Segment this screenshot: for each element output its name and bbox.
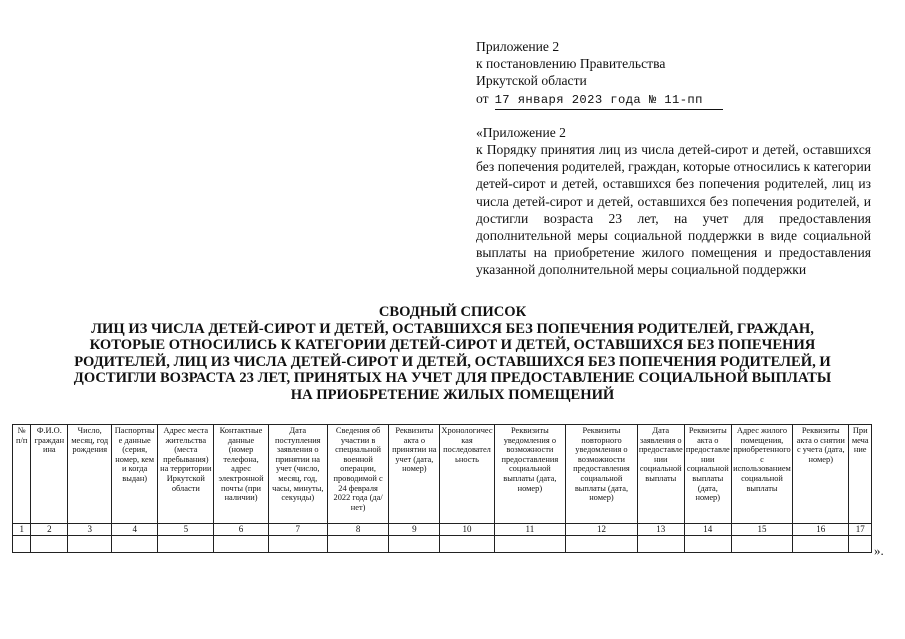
column-number: 1 — [13, 524, 31, 536]
title-line-2: ЛИЦ ИЗ ЧИСЛА ДЕТЕЙ-СИРОТ И ДЕТЕЙ, ОСТАВШИХСЯ БЕЗ ПОПЕЧЕНИЯ РОДИТЕЛЕЙ, ГРАЖДАН, — [91, 320, 814, 337]
empty-cell — [793, 536, 849, 553]
column-number: 2 — [31, 524, 68, 536]
column-number: 8 — [327, 524, 388, 536]
procedure-description: к Порядку принятия лиц из числа детей-сирот и детей, оставшихся без попечения родителей, граждан, которые относились к категории детей-сирот и детей, оставшихся без попечения родителей, лиц из числа детей-сирот и детей, оставшихся без попечения родителей, и достигли возраста 23 лет, на учет для предоставления дополнительной меры социальной поддержки в виде социальной выплаты на приобретение жилого помещения и предоставления указанной дополнительной меры социальной поддержки — [476, 142, 871, 278]
column-number: 13 — [637, 524, 684, 536]
column-header: Примечание — [849, 425, 872, 524]
empty-data-row — [13, 536, 872, 553]
title-line-5: ДОСТИГЛИ ВОЗРАСТА 23 ЛЕТ, ПРИНЯТЫХ НА УЧЕТ ДЛЯ ПРЕДОСТАВЛЕНИЕ СОЦИАЛЬНОЙ ВЫПЛАТЫ — [73, 370, 832, 387]
empty-cell — [684, 536, 731, 553]
appendix-header — [476, 38, 871, 279]
column-number: 9 — [389, 524, 440, 536]
decree-date-number: 17 января 2023 года № 11-пп — [495, 92, 723, 110]
column-number: 17 — [849, 524, 872, 536]
title-line-1: СВОДНЫЙ СПИСОК — [378, 304, 527, 320]
column-header: Сведения об участии в специальной военной операции, проводимой с 24 февраля 2022 года (да/нет) — [327, 425, 388, 524]
column-number-row — [13, 524, 872, 536]
table-header-row — [13, 425, 872, 524]
column-header: Дата заявления о предоставлении социальной выплаты — [637, 425, 684, 524]
column-number: 16 — [793, 524, 849, 536]
column-number: 14 — [684, 524, 731, 536]
column-header: № п/п — [13, 425, 31, 524]
column-header: Адрес жилого помещения, приобретенного с использованием социальной выплаты — [731, 425, 792, 524]
procedure-appendix-title: «Приложение 2 — [476, 124, 566, 140]
empty-cell — [31, 536, 68, 553]
column-number: 11 — [494, 524, 566, 536]
column-header: Реквизиты уведомления о возможности предоставления социальной выплаты (дата, номер) — [494, 425, 566, 524]
column-header: Контактные данные (номер телефона, адрес электронной почты (при наличии) — [214, 425, 268, 524]
column-number: 12 — [566, 524, 638, 536]
column-number: 15 — [731, 524, 792, 536]
appendix-date-line — [476, 90, 871, 110]
column-header: Ф.И.О. гражданина — [31, 425, 68, 524]
appendix-decree-line: к постановлению Правительства — [476, 56, 666, 72]
column-number: 6 — [214, 524, 268, 536]
empty-cell — [440, 536, 494, 553]
column-header: Паспортные данные (серия, номер, кем и когда выдан) — [112, 425, 158, 524]
empty-cell — [389, 536, 440, 553]
closing-quote-mark: ». — [874, 543, 884, 558]
column-number: 3 — [68, 524, 112, 536]
column-header: Число, месяц, год рождения — [68, 425, 112, 524]
column-number: 10 — [440, 524, 494, 536]
empty-cell — [268, 536, 327, 553]
column-header: Хронологическая последовательность — [440, 425, 494, 524]
empty-cell — [327, 536, 388, 553]
empty-cell — [731, 536, 792, 553]
column-header: Реквизиты акта о принятии на учет (дата, номер) — [389, 425, 440, 524]
column-header: Реквизиты акта о снятии с учета (дата, номер) — [793, 425, 849, 524]
title-line-4: РОДИТЕЛЕЙ, ЛИЦ ИЗ ЧИСЛА ДЕТЕЙ-СИРОТ И ДЕТЕЙ, ОСТАВШИХСЯ БЕЗ ПОПЕЧЕНИЯ РОДИТЕЛЕЙ, И — [74, 353, 831, 370]
empty-cell — [158, 536, 214, 553]
empty-cell — [214, 536, 268, 553]
empty-cell — [637, 536, 684, 553]
empty-cell — [849, 536, 872, 553]
summary-list-table — [12, 424, 872, 553]
empty-cell — [68, 536, 112, 553]
empty-cell — [494, 536, 566, 553]
empty-cell — [13, 536, 31, 553]
column-header: Реквизиты акта о предоставлении социальной выплаты (дата, номер) — [684, 425, 731, 524]
title-line-6: НА ПРИОБРЕТЕНИЕ ЖИЛЫХ ПОМЕЩЕНИЙ — [290, 386, 615, 403]
title-line-3: КОТОРЫЕ ОТНОСИЛИСЬ К КАТЕГОРИИ ДЕТЕЙ-СИРОТ И ДЕТЕЙ, ОСТАВШИХСЯ БЕЗ ПОПЕЧЕНИЯ — [89, 337, 816, 354]
empty-cell — [112, 536, 158, 553]
appendix-region-line: Иркутской области — [476, 73, 587, 89]
empty-cell — [566, 536, 638, 553]
appendix-title: Приложение 2 — [476, 39, 560, 54]
column-header: Дата поступления заявления о принятии на учет (число, месяц, год, часы, минуты, секунды) — [268, 425, 327, 524]
column-number: 7 — [268, 524, 327, 536]
document-title — [20, 304, 885, 404]
column-header: Реквизиты повторного уведомления о возможности предоставления социальной выплаты (дата, номер) — [566, 425, 638, 524]
column-header: Адрес места жительства (места пребывания) на территории Иркутской области — [158, 425, 214, 524]
column-number: 5 — [158, 524, 214, 536]
column-number: 4 — [112, 524, 158, 536]
date-prefix: от — [476, 90, 489, 106]
